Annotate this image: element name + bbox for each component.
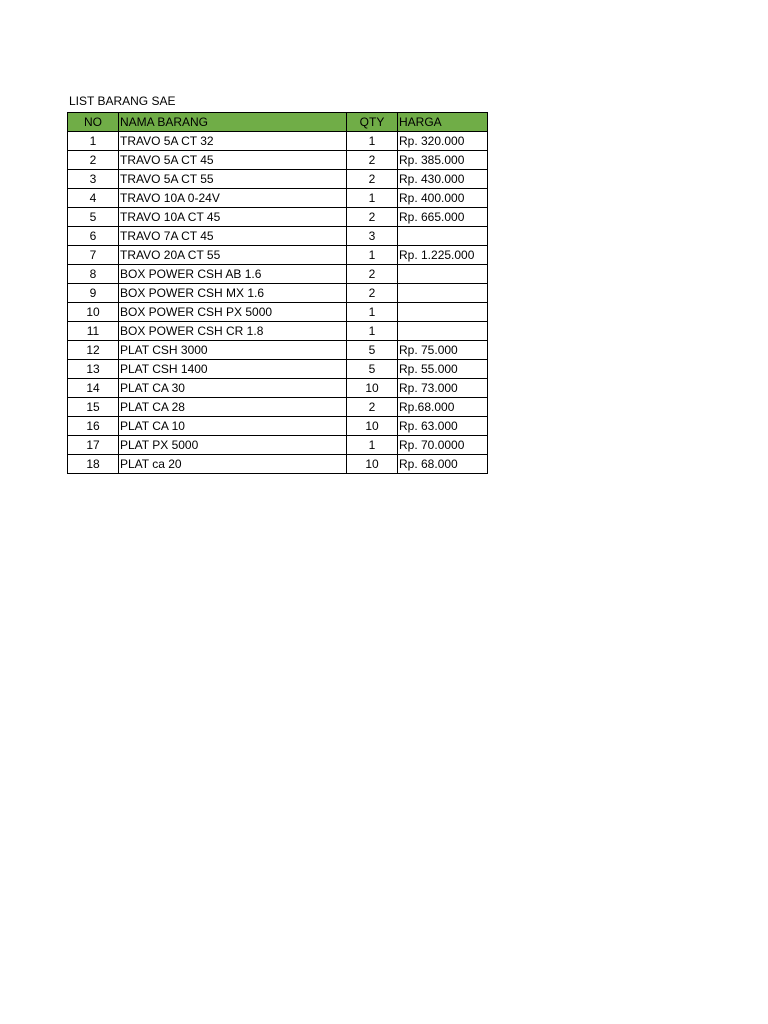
cell-no: 6 (68, 227, 119, 246)
cell-name: TRAVO 10A 0-24V (119, 189, 347, 208)
cell-no: 12 (68, 341, 119, 360)
cell-qty: 10 (347, 455, 398, 474)
cell-qty: 2 (347, 284, 398, 303)
table-row (68, 398, 488, 417)
cell-qty: 2 (347, 151, 398, 170)
cell-name: TRAVO 7A CT 45 (119, 227, 347, 246)
table-row (68, 360, 488, 379)
cell-qty: 1 (347, 189, 398, 208)
cell-no: 9 (68, 284, 119, 303)
cell-name: TRAVO 5A CT 55 (119, 170, 347, 189)
cell-price: Rp. 665.000 (398, 208, 488, 227)
cell-name: PLAT ca 20 (119, 455, 347, 474)
table-row (68, 132, 488, 151)
cell-name: TRAVO 5A CT 45 (119, 151, 347, 170)
cell-qty: 3 (347, 227, 398, 246)
cell-price: Rp. 68.000 (398, 455, 488, 474)
cell-name: PLAT CSH 3000 (119, 341, 347, 360)
table-body (68, 132, 488, 474)
table-row (68, 436, 488, 455)
cell-no: 2 (68, 151, 119, 170)
cell-price: Rp. 320.000 (398, 132, 488, 151)
table-row (68, 208, 488, 227)
table-row (68, 284, 488, 303)
column-header-qty: QTY (347, 113, 398, 132)
cell-no: 17 (68, 436, 119, 455)
table-row (68, 189, 488, 208)
cell-qty: 5 (347, 341, 398, 360)
cell-qty: 1 (347, 132, 398, 151)
table-row (68, 227, 488, 246)
cell-no: 1 (68, 132, 119, 151)
table-row (68, 303, 488, 322)
table-row (68, 341, 488, 360)
cell-name: BOX POWER CSH AB 1.6 (119, 265, 347, 284)
cell-price (398, 322, 488, 341)
table-row (68, 265, 488, 284)
cell-price: Rp. 400.000 (398, 189, 488, 208)
table-row (68, 379, 488, 398)
cell-price: Rp. 385.000 (398, 151, 488, 170)
cell-price: Rp. 1.225.000 (398, 246, 488, 265)
cell-price: Rp. 75.000 (398, 341, 488, 360)
column-header-price: HARGA (398, 113, 488, 132)
table-row (68, 322, 488, 341)
cell-price: Rp.68.000 (398, 398, 488, 417)
cell-name: PLAT CA 28 (119, 398, 347, 417)
cell-qty: 1 (347, 436, 398, 455)
cell-price: Rp. 70.0000 (398, 436, 488, 455)
cell-no: 16 (68, 417, 119, 436)
cell-qty: 1 (347, 303, 398, 322)
cell-name: BOX POWER CSH CR 1.8 (119, 322, 347, 341)
cell-qty: 1 (347, 322, 398, 341)
table-header-row (68, 113, 488, 132)
cell-name: PLAT PX 5000 (119, 436, 347, 455)
cell-price (398, 284, 488, 303)
cell-name: BOX POWER CSH MX 1.6 (119, 284, 347, 303)
cell-price: Rp. 430.000 (398, 170, 488, 189)
cell-qty: 10 (347, 379, 398, 398)
cell-no: 18 (68, 455, 119, 474)
cell-no: 5 (68, 208, 119, 227)
table-row (68, 246, 488, 265)
cell-price: Rp. 55.000 (398, 360, 488, 379)
cell-price (398, 227, 488, 246)
table-row (68, 151, 488, 170)
cell-qty: 2 (347, 208, 398, 227)
cell-no: 3 (68, 170, 119, 189)
cell-name: TRAVO 10A CT 45 (119, 208, 347, 227)
cell-name: PLAT CA 10 (119, 417, 347, 436)
cell-no: 15 (68, 398, 119, 417)
column-header-no: NO (68, 113, 119, 132)
cell-qty: 2 (347, 265, 398, 284)
cell-qty: 1 (347, 246, 398, 265)
cell-no: 10 (68, 303, 119, 322)
cell-no: 4 (68, 189, 119, 208)
cell-no: 7 (68, 246, 119, 265)
column-header-name: NAMA BARANG (119, 113, 347, 132)
cell-name: PLAT CSH 1400 (119, 360, 347, 379)
table-row (68, 455, 488, 474)
cell-no: 11 (68, 322, 119, 341)
cell-price: Rp. 63.000 (398, 417, 488, 436)
cell-qty: 10 (347, 417, 398, 436)
cell-price (398, 303, 488, 322)
sheet-title: LIST BARANG SAE (69, 94, 176, 108)
cell-price (398, 265, 488, 284)
cell-qty: 5 (347, 360, 398, 379)
cell-no: 14 (68, 379, 119, 398)
cell-name: TRAVO 20A CT 55 (119, 246, 347, 265)
cell-no: 13 (68, 360, 119, 379)
cell-name: TRAVO 5A CT 32 (119, 132, 347, 151)
item-table (67, 112, 488, 474)
cell-price: Rp. 73.000 (398, 379, 488, 398)
cell-name: PLAT CA 30 (119, 379, 347, 398)
cell-name: BOX POWER CSH PX 5000 (119, 303, 347, 322)
table-row (68, 417, 488, 436)
cell-qty: 2 (347, 398, 398, 417)
table-row (68, 170, 488, 189)
cell-qty: 2 (347, 170, 398, 189)
cell-no: 8 (68, 265, 119, 284)
